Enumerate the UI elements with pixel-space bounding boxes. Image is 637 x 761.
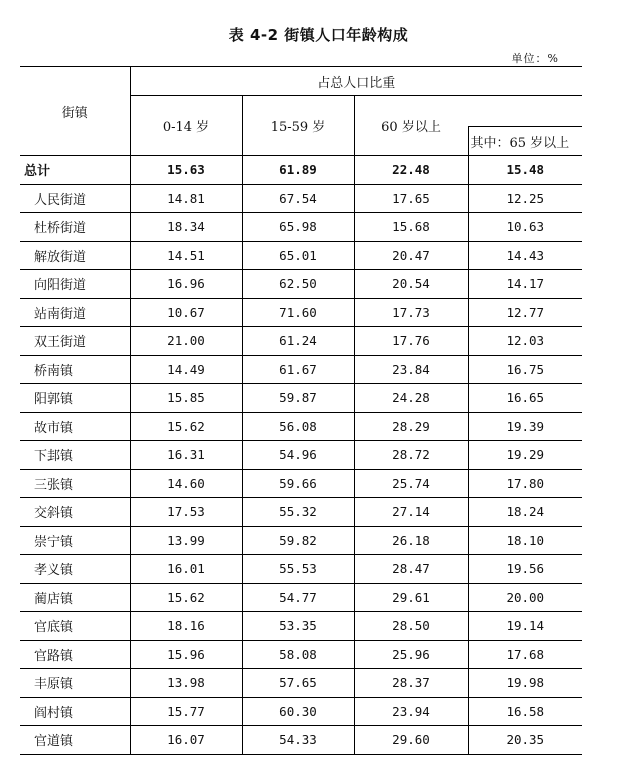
cell-age-60-plus: 22.48 [354,156,468,185]
cell-age-0-14: 21.00 [130,327,242,356]
row-name: 向阳街道 [20,270,130,299]
cell-age-65-plus: 14.43 [468,241,582,270]
cell-age-60-plus: 28.50 [354,612,468,641]
cell-age-15-59: 53.35 [242,612,354,641]
cell-age-15-59: 59.66 [242,469,354,498]
row-name: 崇宁镇 [20,526,130,555]
age-structure-table [20,66,582,755]
cell-age-0-14: 15.62 [130,412,242,441]
cell-age-0-14: 14.81 [130,184,242,213]
row-name: 解放街道 [20,241,130,270]
cell-age-65-plus: 18.10 [468,526,582,555]
cell-age-65-plus: 20.00 [468,583,582,612]
cell-age-60-plus: 23.84 [354,355,468,384]
cell-age-0-14: 13.99 [130,526,242,555]
row-name: 交斜镇 [20,498,130,527]
unit-label: 单位：% [511,52,559,65]
table-row [20,270,582,299]
table-row-total [20,156,582,185]
header-age-60-plus: 60 岁以上 [354,96,468,156]
cell-age-65-plus: 14.17 [468,270,582,299]
row-name: 阳郭镇 [20,384,130,413]
row-name: 官路镇 [20,640,130,669]
row-name: 丰原镇 [20,669,130,698]
cell-age-0-14: 15.96 [130,640,242,669]
cell-age-60-plus: 25.74 [354,469,468,498]
cell-age-0-14: 18.34 [130,213,242,242]
cell-age-60-plus: 24.28 [354,384,468,413]
table-title: 表 4-2 街镇人口年龄构成 [228,26,409,44]
cell-age-0-14: 10.67 [130,298,242,327]
cell-age-60-plus: 20.54 [354,270,468,299]
header-population-share: 占总人口比重 [130,67,582,96]
cell-age-60-plus: 28.47 [354,555,468,584]
cell-age-60-plus: 29.60 [354,726,468,755]
row-name: 双王街道 [20,327,130,356]
cell-age-65-plus: 16.58 [468,697,582,726]
header-age-15-59: 15-59 岁 [242,96,354,156]
cell-age-65-plus: 18.24 [468,498,582,527]
cell-age-60-plus: 25.96 [354,640,468,669]
table-row [20,697,582,726]
cell-age-15-59: 54.77 [242,583,354,612]
cell-age-65-plus: 10.63 [468,213,582,242]
cell-age-0-14: 16.31 [130,441,242,470]
cell-age-15-59: 59.82 [242,526,354,555]
row-name: 官底镇 [20,612,130,641]
cell-age-65-plus: 16.65 [468,384,582,413]
row-name: 下邽镇 [20,441,130,470]
table-row [20,612,582,641]
cell-age-0-14: 14.60 [130,469,242,498]
cell-age-15-59: 61.67 [242,355,354,384]
cell-age-60-plus: 28.72 [354,441,468,470]
cell-age-15-59: 56.08 [242,412,354,441]
row-name: 阎村镇 [20,697,130,726]
cell-age-15-59: 65.01 [242,241,354,270]
table-row [20,498,582,527]
cell-age-15-59: 57.65 [242,669,354,698]
table-row [20,184,582,213]
table-row [20,469,582,498]
table-row [20,298,582,327]
table-row [20,669,582,698]
header-street: 街镇 [20,67,130,156]
cell-age-0-14: 16.01 [130,555,242,584]
row-name: 人民街道 [20,184,130,213]
cell-age-0-14: 15.63 [130,156,242,185]
table-row [20,726,582,755]
cell-age-65-plus: 19.29 [468,441,582,470]
row-name: 三张镇 [20,469,130,498]
cell-age-15-59: 54.33 [242,726,354,755]
row-name: 站南街道 [20,298,130,327]
cell-age-65-plus: 17.80 [468,469,582,498]
header-age-65-plus: 其中：65 岁以上 [468,127,582,156]
cell-age-15-59: 55.32 [242,498,354,527]
table-row [20,355,582,384]
cell-age-0-14: 16.96 [130,270,242,299]
cell-age-65-plus: 17.68 [468,640,582,669]
cell-age-65-plus: 12.25 [468,184,582,213]
cell-age-65-plus: 19.56 [468,555,582,584]
cell-age-15-59: 60.30 [242,697,354,726]
cell-age-60-plus: 20.47 [354,241,468,270]
header-age-0-14: 0-14 岁 [130,96,242,156]
row-name: 桥南镇 [20,355,130,384]
row-name: 孝义镇 [20,555,130,584]
cell-age-0-14: 13.98 [130,669,242,698]
cell-age-65-plus: 19.98 [468,669,582,698]
table-row [20,526,582,555]
table-row [20,441,582,470]
header-spacer [468,96,582,127]
cell-age-0-14: 16.07 [130,726,242,755]
cell-age-60-plus: 28.29 [354,412,468,441]
cell-age-60-plus: 26.18 [354,526,468,555]
cell-age-65-plus: 19.14 [468,612,582,641]
table-row [20,640,582,669]
cell-age-65-plus: 12.77 [468,298,582,327]
table-row [20,241,582,270]
cell-age-60-plus: 17.76 [354,327,468,356]
row-name: 官道镇 [20,726,130,755]
row-name: 故市镇 [20,412,130,441]
cell-age-15-59: 71.60 [242,298,354,327]
cell-age-65-plus: 12.03 [468,327,582,356]
cell-age-65-plus: 15.48 [468,156,582,185]
cell-age-65-plus: 20.35 [468,726,582,755]
cell-age-15-59: 55.53 [242,555,354,584]
cell-age-60-plus: 28.37 [354,669,468,698]
cell-age-15-59: 61.24 [242,327,354,356]
table-row [20,384,582,413]
cell-age-60-plus: 17.65 [354,184,468,213]
cell-age-0-14: 17.53 [130,498,242,527]
cell-age-0-14: 18.16 [130,612,242,641]
cell-age-15-59: 65.98 [242,213,354,242]
table-row [20,555,582,584]
cell-age-65-plus: 19.39 [468,412,582,441]
cell-age-15-59: 67.54 [242,184,354,213]
row-name: 蔺店镇 [20,583,130,612]
cell-age-65-plus: 16.75 [468,355,582,384]
cell-age-15-59: 54.96 [242,441,354,470]
row-name: 总计 [20,156,130,185]
cell-age-0-14: 14.51 [130,241,242,270]
row-name: 杜桥街道 [20,213,130,242]
cell-age-15-59: 58.08 [242,640,354,669]
cell-age-60-plus: 15.68 [354,213,468,242]
cell-age-60-plus: 27.14 [354,498,468,527]
cell-age-0-14: 15.85 [130,384,242,413]
cell-age-60-plus: 23.94 [354,697,468,726]
table-row [20,583,582,612]
cell-age-15-59: 59.87 [242,384,354,413]
table-row [20,327,582,356]
table-row [20,213,582,242]
cell-age-15-59: 61.89 [242,156,354,185]
cell-age-0-14: 15.62 [130,583,242,612]
cell-age-15-59: 62.50 [242,270,354,299]
cell-age-60-plus: 29.61 [354,583,468,612]
cell-age-0-14: 15.77 [130,697,242,726]
cell-age-0-14: 14.49 [130,355,242,384]
cell-age-60-plus: 17.73 [354,298,468,327]
table-row [20,412,582,441]
